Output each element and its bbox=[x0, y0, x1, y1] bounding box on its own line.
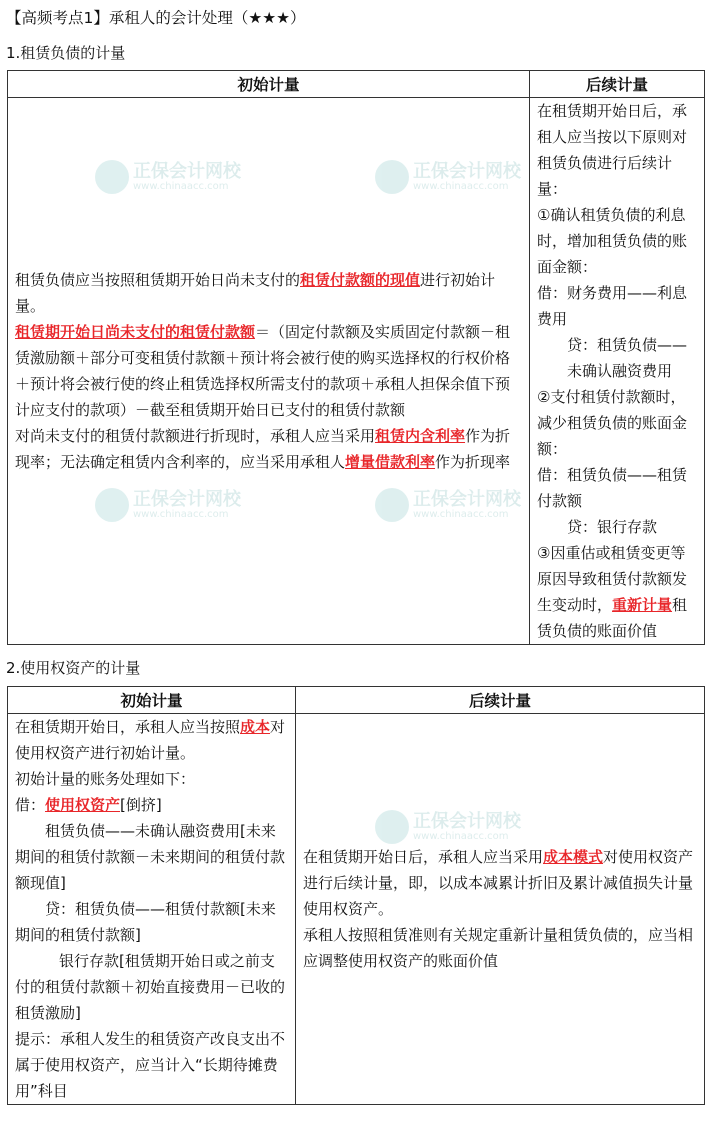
paragraph: 在租赁期开始日后，承租人应当按以下原则对租赁负债进行后续计量： bbox=[537, 102, 688, 198]
key-term: 租赁内含利率 bbox=[375, 427, 466, 445]
paragraph: ②支付租赁付款额时，减少租赁负债的账面金额： bbox=[537, 388, 688, 458]
right-of-use-asset-table bbox=[7, 686, 705, 1105]
journal-entry: 借：财务费用——利息费用 bbox=[537, 284, 688, 328]
key-term: 成本模式 bbox=[543, 848, 604, 866]
journal-entry: 银行存款[租赁期开始日或之前支付的租赁付款额＋初始直接费用－已收的租赁激励] bbox=[15, 952, 286, 1022]
key-term: 成本 bbox=[240, 718, 271, 736]
journal-entry: 贷：租赁负债——租赁付款额[未来期间的租赁付款额] bbox=[15, 900, 276, 944]
initial-measurement-cell bbox=[8, 714, 296, 1105]
paragraph: 初始计量的账务处理如下： bbox=[15, 770, 196, 788]
subsequent-measurement-cell bbox=[296, 714, 705, 1105]
paragraph: 承租人按照租赁准则有关规定重新计量租赁负债的，应当相应调整使用权资产的账面价值 bbox=[303, 926, 694, 970]
lease-liability-table bbox=[7, 70, 705, 645]
col-subsequent-header: 后续计量 bbox=[296, 687, 705, 714]
paragraph: 对尚未支付的租赁付款额进行折现时，承租人应当采用租赁内含利率作为折现率；无法确定租赁内含利率的，应当采用承租人增量借款利率作为折现率 bbox=[15, 427, 511, 471]
watermark: 正保会计网校 www.chinaacc.com bbox=[95, 160, 241, 194]
paragraph: 在租赁期开始日，承租人应当按照成本对使用权资产进行初始计量。 bbox=[15, 718, 286, 762]
paragraph: 租赁负债应当按照租赁期开始日尚未支付的租赁付款额的现值进行初始计量。 bbox=[15, 271, 496, 315]
col-initial-header: 初始计量 bbox=[8, 687, 296, 714]
paragraph: ③因重估或租赁变更等原因导致租赁付款额发生变动时，重新计量租赁负债的账面价值 bbox=[537, 544, 688, 640]
col-initial-header: 初始计量 bbox=[8, 71, 530, 98]
subsequent-measurement-cell bbox=[530, 98, 705, 645]
tip: 提示：承租人发生的租赁资产改良支出不属于使用权资产，应当计入“长期待摊费用”科目 bbox=[15, 1030, 286, 1100]
watermark: 正保会计网校 www.chinaacc.com bbox=[375, 160, 521, 194]
key-term: 增量借款利率 bbox=[345, 453, 436, 471]
watermark: 正保会计网校 www.chinaacc.com bbox=[375, 810, 521, 844]
watermark: 正保会计网校 www.chinaacc.com bbox=[95, 488, 241, 522]
paragraph: 租赁期开始日尚未支付的租赁付款额＝（固定付款额及实质固定付款额－租赁激励额＋部分可变租赁付款额＋预计将会被行使的购买选择权的行权价格＋预计将会被行使的终止租赁选择权所需支付的款项＋承租人担保余值下预计应支付的款项）－截至租赁期开始日已支付的租赁付款额 bbox=[15, 323, 511, 419]
page-title: 【高频考点1】承租人的会计处理（★★★） bbox=[6, 9, 306, 27]
section2-heading: 2.使用权资产的计量 bbox=[6, 659, 141, 677]
key-term: 租赁期开始日尚未支付的租赁付款额 bbox=[15, 323, 256, 341]
paragraph: 在租赁期开始日后，承租人应当采用成本模式对使用权资产进行后续计量，即，以成本减累计折旧及累计减值损失计量使用权资产。 bbox=[303, 848, 694, 918]
journal-entry: 贷：银行存款 bbox=[567, 518, 658, 536]
journal-entry: 租赁负债——未确认融资费用[未来期间的租赁付款额－未来期间的租赁付款额现值] bbox=[15, 822, 286, 892]
initial-measurement-cell bbox=[8, 98, 530, 645]
journal-entry: 借：使用权资产[倒挤] bbox=[15, 796, 162, 814]
key-term: 使用权资产 bbox=[45, 796, 121, 814]
watermark: 正保会计网校 www.chinaacc.com bbox=[375, 488, 521, 522]
col-subsequent-header: 后续计量 bbox=[530, 71, 705, 98]
key-term: 重新计量 bbox=[612, 596, 673, 614]
section1-heading: 1.租赁负债的计量 bbox=[6, 44, 126, 62]
key-term: 租赁付款额的现值 bbox=[300, 271, 421, 289]
journal-entry: 贷：租赁负债——未确认融资费用 bbox=[567, 336, 688, 380]
journal-entry: 借：租赁负债——租赁付款额 bbox=[537, 466, 688, 510]
paragraph: ①确认租赁负债的利息时，增加租赁负债的账面金额： bbox=[537, 206, 688, 276]
